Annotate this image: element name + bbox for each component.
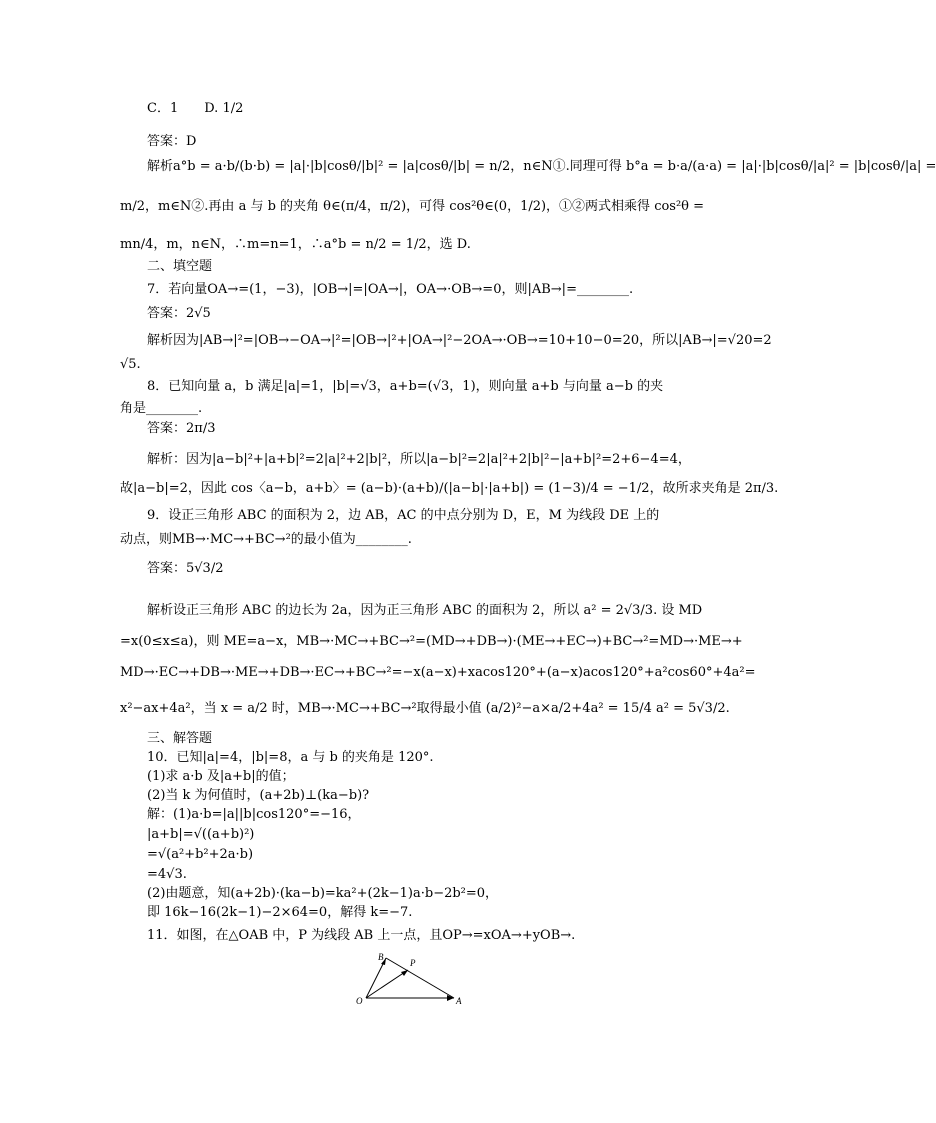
text-line: 动点，则MB→·MC→+BC→²的最小值为________. bbox=[120, 532, 412, 547]
text-line: (2)由题意，知(a+2b)·(ka−b)=ka²+(2k−1)a·b−2b²=0， bbox=[147, 886, 499, 901]
text-line: 答案：2π/3 bbox=[147, 421, 216, 436]
text-line: 三、解答题 bbox=[147, 731, 213, 746]
label-a: A bbox=[456, 996, 462, 1006]
text-line: 答案：5√3/2 bbox=[147, 561, 224, 576]
arrow-op bbox=[401, 970, 408, 976]
text-line: 角是________. bbox=[120, 401, 203, 416]
text-line: |a+b|=√((a+b)²) bbox=[147, 827, 255, 842]
text-line: x²−ax+4a²，当 x = a/2 时，MB→·MC→+BC→²取得最小值 (a/2)²−a×a/2+4a² = 15/4 a² = 5√3/2. bbox=[120, 701, 730, 716]
text-line: 解析设正三角形 ABC 的边长为 2a，因为正三角形 ABC 的面积为 2，所以 a² = 2√3/3. 设 MD bbox=[147, 603, 703, 618]
triangle-figure bbox=[350, 952, 470, 1012]
text-line: =√(a²+b²+2a·b) bbox=[147, 847, 254, 862]
text-line: 答案：D bbox=[147, 134, 197, 149]
text-line: 解析：因为|a−b|²+|a+b|²=2|a|²+2|b|²，所以|a−b|²=2|a|²+2|b|²−|a+b|²=2+6−4=4， bbox=[147, 452, 691, 467]
text-line: 解：(1)a·b=|a||b|cos120°=−16， bbox=[147, 807, 361, 822]
text-line: √5. bbox=[120, 357, 141, 372]
text-line: C．1 D. 1/2 bbox=[147, 101, 244, 116]
text-line: 7．若向量OA→=(1，−3)，|OB→|=|OA→|，OA→·OB→=0，则|AB→|=________. bbox=[147, 282, 634, 297]
text-line: 11．如图，在△OAB 中，P 为线段 AB 上一点，且OP→=xOA→+yOB→. bbox=[147, 928, 576, 943]
text-line: 10．已知|a|=4，|b|=8，a 与 b 的夹角是 120°. bbox=[147, 750, 434, 765]
text-line: 二、填空题 bbox=[147, 259, 213, 274]
text-line: 即 16k−16(2k−1)−2×64=0，解得 k=−7. bbox=[147, 905, 413, 920]
text-line: 答案：2√5 bbox=[147, 306, 211, 321]
segment-op bbox=[366, 970, 408, 998]
text-line: 解析a°b = a·b/(b·b) = |a|·|b|cosθ/|b|² = |a|cosθ/|b| = n/2，n∈N①.同理可得 b°a = b·a/(a·a) = |a|·|b|cosθ/|a|² = |b|cosθ/|a| = bbox=[147, 159, 936, 174]
text-line: (2)当 k 为何值时，(a+2b)⊥(ka−b)? bbox=[147, 788, 370, 803]
label-o: O bbox=[356, 996, 363, 1006]
label-b: B bbox=[378, 952, 384, 962]
label-p: P bbox=[410, 958, 416, 968]
text-line: 解析因为|AB→|²=|OB→−OA→|²=|OB→|²+|OA→|²−2OA→·OB→=10+10−0=20，所以|AB→|=√20=2 bbox=[147, 333, 772, 348]
text-line: m/2，m∈N②.再由 a 与 b 的夹角 θ∈(π/4，π/2)，可得 cos²θ∈(0，1/2)，①②两式相乘得 cos²θ = bbox=[120, 199, 705, 214]
text-line: 9．设正三角形 ABC 的面积为 2，边 AB，AC 的中点分别为 D，E，M 为线段 DE 上的 bbox=[147, 508, 660, 523]
text-line: mn/4，m，n∈N，∴m=n=1，∴a°b = n/2 = 1/2，选 D. bbox=[120, 237, 471, 252]
text-line: =x(0≤x≤a)，则 ME=a−x，MB→·MC→+BC→²=(MD→+DB→)·(ME→+EC→)+BC→²=MD→·ME→+ bbox=[120, 634, 743, 649]
text-line: =4√3. bbox=[147, 867, 187, 882]
text-line: (1)求 a·b 及|a+b|的值； bbox=[147, 769, 295, 784]
text-line: 8．已知向量 a，b 满足|a|=1，|b|=√3，a+b=(√3，1)，则向量 a+b 与向量 a−b 的夹 bbox=[147, 379, 664, 394]
text-line: MD→·EC→+DB→·ME→+DB→·EC→+BC→²=−x(a−x)+xacos120°+(a−x)acos120°+a²cos60°+4a²= bbox=[120, 665, 756, 680]
text-line: 故|a−b|=2，因此 cos〈a−b，a+b〉= (a−b)·(a+b)/(|a−b|·|a+b|) = (1−3)/4 = −1/2，故所求夹角是 2π/3. bbox=[120, 481, 779, 496]
